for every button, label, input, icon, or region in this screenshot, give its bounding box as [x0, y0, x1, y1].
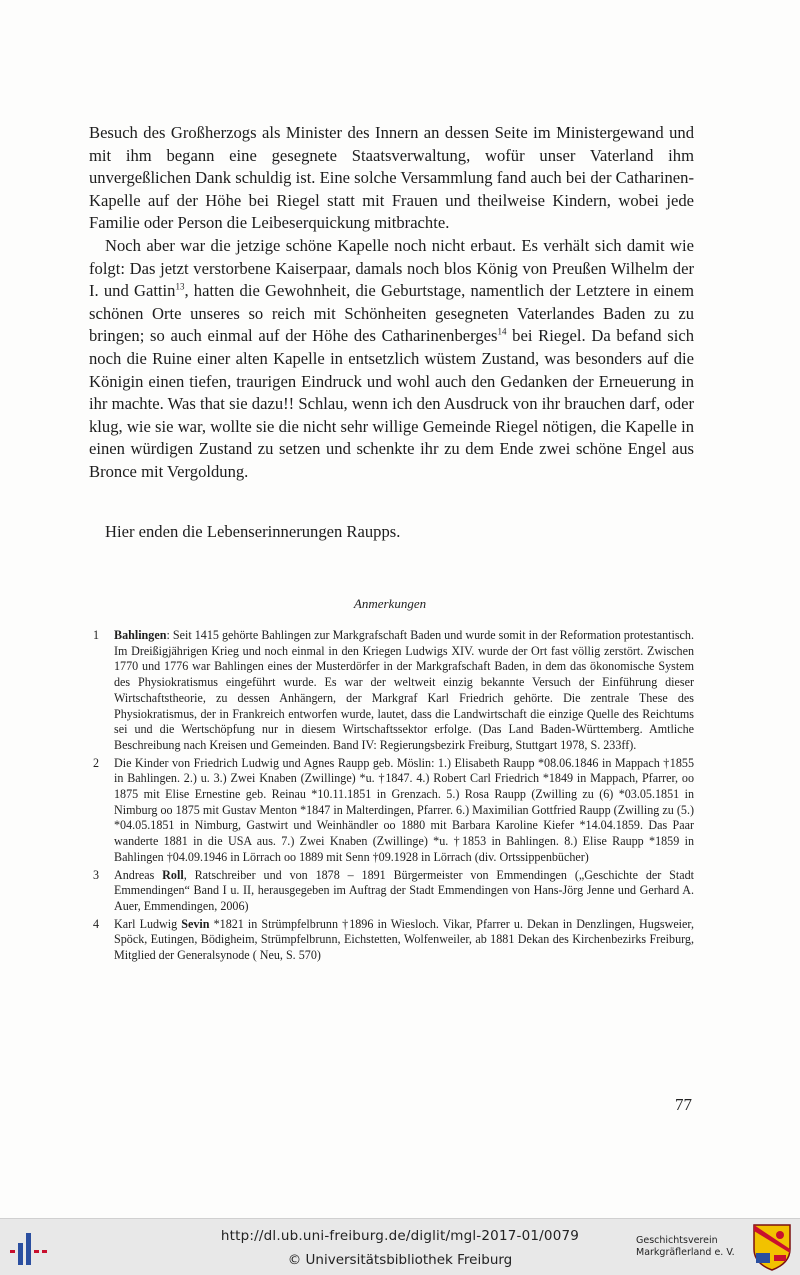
- society-line-2: Markgräflerland e. V.: [636, 1247, 735, 1258]
- note-keyword: Sevin: [181, 916, 210, 931]
- permalink-url[interactable]: http://dl.ub.uni-freiburg.de/diglit/mgl-2017-01/0079: [220, 1228, 580, 1244]
- note-number: 4: [93, 916, 100, 931]
- society-line-1: Geschichtsverein: [636, 1235, 718, 1246]
- note-text: *1821 in Strümpfelbrunn †1896 in Wiesloch. Vikar, Pfarrer u. Dekan in Denzlingen, Hugsweier, Spöck, Eutingen, Bödigheim, Strümpfelbrunn, Eichstetten, Wolfenweiler, ab 1881 Dekan des Kirchenbezirks Freiburg, Mitglied der Generalsynode ( Neu, S. 570): [114, 916, 694, 963]
- paragraph-2-part-a: Noch aber war die jetzige schöne Kapelle noch nicht erbaut. Es verhält sich damit wie folgt: Das jetzt verstorbene Kaiserpaar, damals noch blos König von Preußen Wilhelm der I. und Gattin: [89, 235, 694, 301]
- viewer-footer: [0, 1218, 800, 1275]
- note-keyword: Bahlingen: [114, 628, 167, 642]
- note-number: 2: [93, 755, 100, 770]
- notes-list: [93, 628, 694, 966]
- note-text-pre: Andreas: [114, 867, 163, 882]
- footnote-ref-14[interactable]: 14: [497, 326, 507, 337]
- note-number: 3: [93, 867, 100, 882]
- coat-of-arms-icon: [752, 1223, 792, 1271]
- note-keyword: Roll: [162, 867, 184, 882]
- note-text: : Seit 1415 gehörte Bahlingen zur Markgrafschaft Baden und wurde somit in der Reformation protestantisch. Im Dreißigjährigen Krieg und noch einmal in den Kriegen Ludwigs XIV. wurde der Ort fast völlig zerstört. Zwischen 1770 und 1776 war Bahlingen eines der Musterdörfer in der Markgrafschaft Baden, in dem das ökonomische System des Physiokratismus eingeführt wurde. Es war der weltweit einzig bekannte Versuch der Einführung dieser Wirtschaftstheorie, zu dessen Anhängern, der Markgraf Karl Friedrich gehörte. Die zentrale These des Physiokratismus, der in Frankreich entworfen wurde, lautet, dass die Landwirtschaft die einzige Quelle des Reichtums sei und die Wertschöpfung nur in diesem Wirtschaftssektor erfolge. (Das Land Baden-Württemberg. Amtliche Beschreibung nach Kreisen und Gemeinden. Band IV: Regierungsbezirk Freiburg, Stuttgart 1978, S. 233ff).: [114, 628, 694, 752]
- closing-line: Hier enden die Lebenserinnerungen Raupps.: [105, 522, 401, 541]
- footnote-ref-13[interactable]: 13: [175, 281, 185, 292]
- note-item: [93, 868, 694, 915]
- paragraph-2-part-b: , hatten die Gewohnheit, die Geburtstage, namentlich der Letztere in einem schönen Orte unseres so reich mit Schönheiten gesegneten Vaterlandes Baden zu zu bringen; so auch einmal auf der Höhe des Catharinenberges: [89, 281, 694, 346]
- note-text: Die Kinder von Friedrich Ludwig und Agnes Raupp geb. Möslin: 1.) Elisabeth Raupp *08.06.1846 in Mappach †1855 in Bahlingen. 2.) u. 3.) Zwei Knaben (Zwillinge) *u. †1847. 4.) Robert Carl Friedrich *1849 in Mappach, Pfarrer, oo 1875 mit Elise Ernestine geb. Reinau *10.11.1851 in Grenzach. 5.) Rosa Raupp (Zwilling zu (6) *03.05.1851 in Nimburg oo 1875 mit Gustav Menton *1847 in Malterdingen, Pfarrer. 6.) Maximilian Gottfried Raupp (Zwilling zu (5.) *04.05.1851 in Nimburg, Gastwirt und Weinhändler oo 1880 mit Barbara Karoline Kiefer *14.04.1859. Das Paar wanderte 1881 in die USA aus. 7.) Zwei Knaben (Zwillinge) *u. †1853 in Bahlingen. 8.) Elise Raupp *1859 in Bahlingen †04.09.1946 in Lörrach oo 1889 mit Senn †09.1928 in Lörrach (div. Ortssippenbücher): [114, 755, 694, 864]
- paragraph-2-part-c: bei Riegel. Da befand sich noch die Ruine einer alten Kapelle in entsetzlich wüstem Zustand, was besonders auf die Königin einen tiefen, traurigen Eindruck und wohl auch den Gedanken der Erneuerung in ihr machte. Was that sie dazu!! Schlau, wenn ich den Ausdruck von ihr brauchen darf, oder klug, wie sie war, wollte sie die nicht sehr willige Gemeinde Riegel nötigen, die Kapelle in einen würdigen Zustand zu setzen und schenkte ihr zu dem Ende zwei schöne Engel aus Bronce mit Vergoldung.: [89, 326, 694, 481]
- paragraph-1: Besuch des Großherzogs als Minister des Innern an dessen Seite im Ministergewand und mit ihm begann eine gesegnete Staatsverwaltung, wofür unser Vaterland ihm unvergeßlichen Dank schuldig ist. Eine solche Versammlung fand auch bei der Catharinen-Kapelle auf der Höhe bei Riegel statt mit Frauen und theilweise Kindern, wobei jede Familie oder Person die Leibeserquickung mitbrachte.: [89, 123, 694, 233]
- note-text-pre: Karl Ludwig: [114, 916, 182, 931]
- copyright-notice: © Universitätsbibliothek Freiburg: [287, 1252, 513, 1268]
- note-text: , Ratschreiber und von 1878 – 1891 Bürgermeister von Emmendingen („Geschichte der Stadt Emmendingen“ Band I u. II, herausgegeben im Auftrag der Stadt Emmendingen von Hans-Jörg Jenne und Gerhard A. Auer, Emmendingen, 2006): [114, 867, 694, 913]
- body-text: [89, 122, 694, 484]
- notes-heading: Anmerkungen: [353, 596, 427, 611]
- page-number: 77: [675, 1095, 692, 1114]
- note-item: [93, 756, 694, 866]
- society-name: [636, 1235, 746, 1259]
- note-item: [93, 917, 694, 964]
- paragraph-2: [89, 235, 694, 484]
- note-number: 1: [93, 628, 100, 642]
- note-item: [93, 628, 694, 754]
